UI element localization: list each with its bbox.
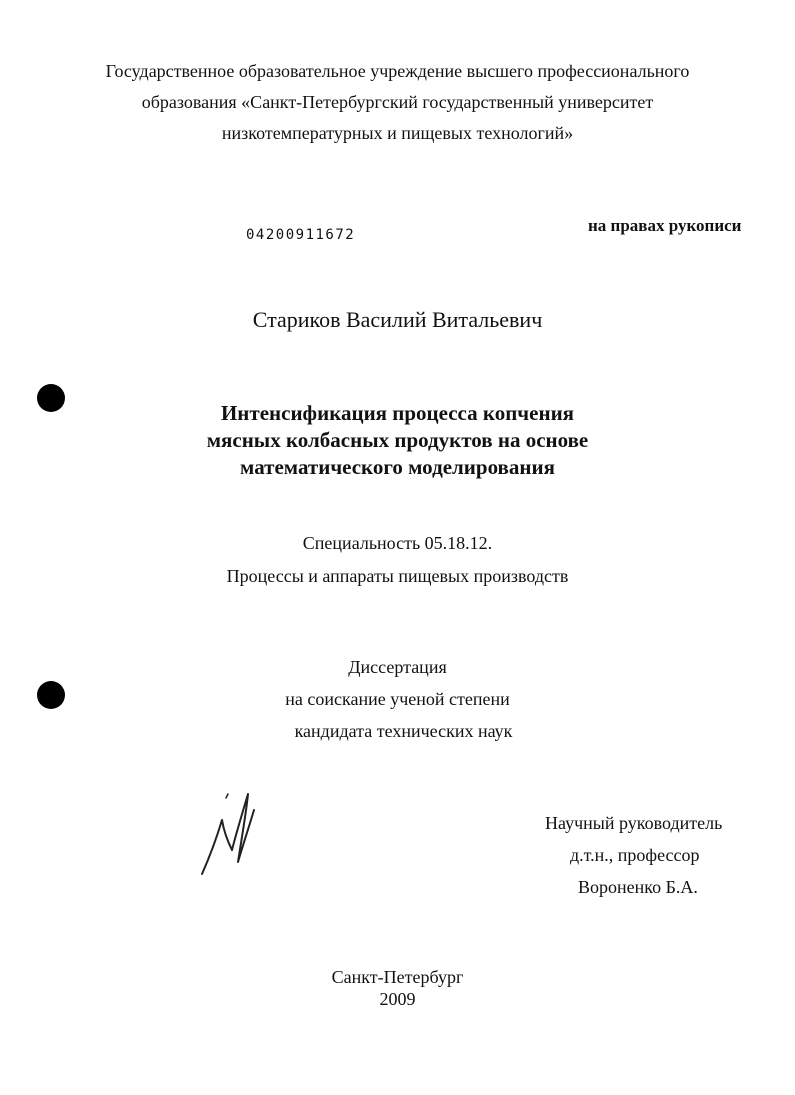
signature-icon (198, 790, 260, 878)
dissertation-degree-line-2: кандидата технических наук (294, 721, 513, 741)
institution-line-1: Государственное образовательное учреждение высшего профессионального (105, 61, 690, 81)
institution-line-2: образования «Санкт-Петербургский государственный университет (141, 92, 654, 112)
dissertation-degree-line-1: на соискание ученой степени (285, 689, 510, 709)
registration-number: 04200911672 (246, 227, 356, 243)
institution-line-3: низкотемпературных и пищевых технологий» (221, 123, 574, 143)
author-name: Стариков Василий Витальевич (252, 307, 543, 332)
footer-city: Санкт-Петербург (331, 967, 464, 987)
dissertation-label: Диссертация (348, 657, 447, 677)
specialty-name: Процессы и аппараты пищевых производств (226, 566, 569, 586)
supervisor-degree: д.т.н., профессор (570, 845, 700, 865)
supervisor-role: Научный руководитель (545, 813, 723, 833)
rights-note: на правах рукописи (588, 216, 742, 235)
title-line-2: мясных колбасных продуктов на основе (206, 428, 589, 452)
specialty-code: Специальность 05.18.12. (302, 533, 493, 553)
supervisor-name: Вороненко Б.А. (578, 877, 698, 897)
footer-year: 2009 (379, 989, 416, 1009)
title-line-1: Интенсификация процесса копчения (220, 401, 575, 425)
title-line-3: математического моделирования (240, 455, 555, 479)
